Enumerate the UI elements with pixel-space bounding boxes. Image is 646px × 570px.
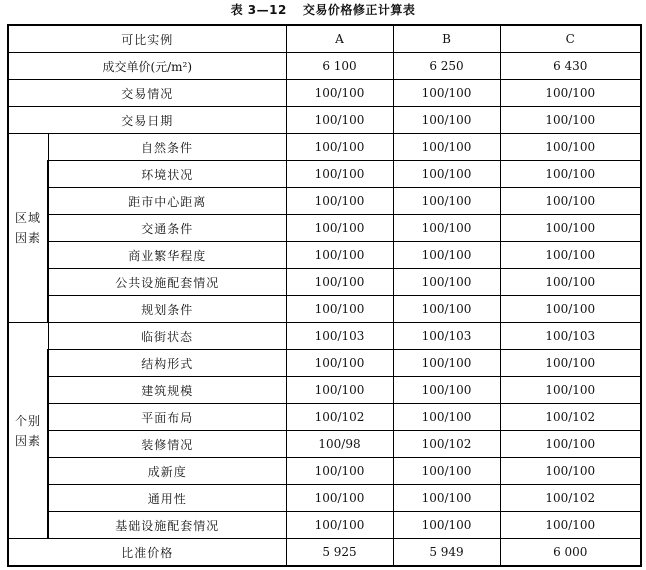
price-correction-table — [7, 24, 642, 567]
table-cell: 100/102 — [393, 431, 500, 458]
table-row — [8, 485, 641, 512]
table-cell: 100/100 — [500, 161, 641, 188]
table-caption — [0, 0, 646, 20]
table-cell: 100/100 — [393, 161, 500, 188]
table-cell: 100/100 — [286, 188, 393, 215]
table-row — [8, 161, 641, 188]
column-header: B — [393, 25, 500, 53]
table-cell: 100/100 — [500, 269, 641, 296]
table-row — [8, 188, 641, 215]
row-label: 成新度 — [48, 458, 286, 485]
table-cell: 100/100 — [500, 188, 641, 215]
table-cell: 5 949 — [393, 539, 500, 567]
table-row — [8, 350, 641, 377]
table-cell: 100/100 — [393, 296, 500, 323]
table-cell: 100/100 — [286, 350, 393, 377]
table-row — [8, 107, 641, 134]
table-row — [8, 215, 641, 242]
group-label-line: 个别 — [14, 413, 41, 428]
header-row — [8, 25, 641, 53]
table-row — [8, 404, 641, 431]
table-cell: 100/100 — [393, 269, 500, 296]
table-cell: 100/100 — [286, 512, 393, 539]
table-cell: 100/100 — [286, 215, 393, 242]
group-label-individual — [8, 323, 48, 539]
table-cell: 100/102 — [500, 404, 641, 431]
table-cell: 100/100 — [393, 134, 500, 161]
row-label: 平面布局 — [48, 404, 286, 431]
table-cell: 100/100 — [500, 296, 641, 323]
group-label-regional — [8, 134, 48, 323]
table-cell: 100/100 — [500, 431, 641, 458]
group-label-line: 区域 — [14, 211, 41, 225]
row-label: 装修情况 — [48, 431, 286, 458]
table-cell: 100/100 — [286, 377, 393, 404]
table-cell: 100/100 — [500, 134, 641, 161]
row-label: 结构形式 — [48, 350, 286, 377]
table-cell: 100/100 — [286, 485, 393, 512]
table-cell: 100/98 — [286, 431, 393, 458]
row-label: 自然条件 — [48, 134, 286, 161]
table-cell: 6 250 — [393, 53, 500, 80]
table-row — [8, 458, 641, 485]
table-cell: 100/102 — [500, 485, 641, 512]
table-cell: 100/100 — [286, 242, 393, 269]
table-row — [8, 512, 641, 539]
table-title: 交易价格修正计算表 — [302, 3, 416, 17]
group-label-line: 因素 — [14, 433, 41, 448]
table-cell: 100/100 — [393, 485, 500, 512]
table-row — [8, 242, 641, 269]
group-label-line: 因素 — [14, 231, 41, 245]
row-label: 临街状态 — [48, 323, 286, 350]
table-cell: 100/100 — [393, 350, 500, 377]
table-cell: 6 000 — [500, 539, 641, 567]
table-cell: 6 430 — [500, 53, 641, 80]
table-cell: 100/100 — [286, 458, 393, 485]
row-label: 商业繁华程度 — [48, 242, 286, 269]
row-label: 交易日期 — [8, 107, 286, 134]
table-cell: 100/102 — [286, 404, 393, 431]
column-header: C — [500, 25, 641, 53]
table-cell: 100/100 — [286, 161, 393, 188]
result-row — [8, 539, 641, 567]
table-cell: 100/103 — [500, 323, 641, 350]
price-row — [8, 53, 641, 80]
table-cell: 100/100 — [500, 107, 641, 134]
row-label: 距市中心距离 — [48, 188, 286, 215]
row-label: 成交单价(元/m²) — [8, 53, 286, 80]
table-cell: 5 925 — [286, 539, 393, 567]
table-cell: 100/100 — [500, 242, 641, 269]
row-label: 交通条件 — [48, 215, 286, 242]
table-cell: 100/100 — [393, 215, 500, 242]
header-label: 可比实例 — [8, 25, 286, 53]
table-cell: 100/100 — [286, 107, 393, 134]
table-number: 表 3—12 — [230, 3, 287, 17]
table-row — [8, 323, 641, 350]
table-cell: 100/100 — [500, 377, 641, 404]
row-label: 规划条件 — [48, 296, 286, 323]
table-row — [8, 134, 641, 161]
table-cell: 100/100 — [393, 458, 500, 485]
table-cell: 100/100 — [393, 404, 500, 431]
table-cell: 100/100 — [500, 350, 641, 377]
table-cell: 100/100 — [286, 134, 393, 161]
row-label: 环境状况 — [48, 161, 286, 188]
table-cell: 100/100 — [393, 107, 500, 134]
table-cell: 100/100 — [286, 269, 393, 296]
row-label: 公共设施配套情况 — [48, 269, 286, 296]
table-cell: 100/100 — [286, 80, 393, 107]
row-label: 比准价格 — [8, 539, 286, 567]
table-cell: 100/100 — [393, 242, 500, 269]
table-cell: 100/100 — [393, 80, 500, 107]
table-row — [8, 80, 641, 107]
table-row — [8, 377, 641, 404]
table-row — [8, 269, 641, 296]
table-cell: 100/100 — [500, 80, 641, 107]
table-cell: 100/103 — [393, 323, 500, 350]
column-header: A — [286, 25, 393, 53]
table-cell: 6 100 — [286, 53, 393, 80]
table-cell: 100/100 — [500, 512, 641, 539]
row-label: 交易情况 — [8, 80, 286, 107]
table-cell: 100/100 — [500, 458, 641, 485]
table-cell: 100/100 — [393, 188, 500, 215]
row-label: 通用性 — [48, 485, 286, 512]
table-row — [8, 296, 641, 323]
table-cell: 100/100 — [393, 512, 500, 539]
table-cell: 100/103 — [286, 323, 393, 350]
table-cell: 100/100 — [286, 296, 393, 323]
row-label: 基础设施配套情况 — [48, 512, 286, 539]
table-row — [8, 431, 641, 458]
row-label: 建筑规模 — [48, 377, 286, 404]
table-cell: 100/100 — [500, 215, 641, 242]
table-cell: 100/100 — [393, 377, 500, 404]
